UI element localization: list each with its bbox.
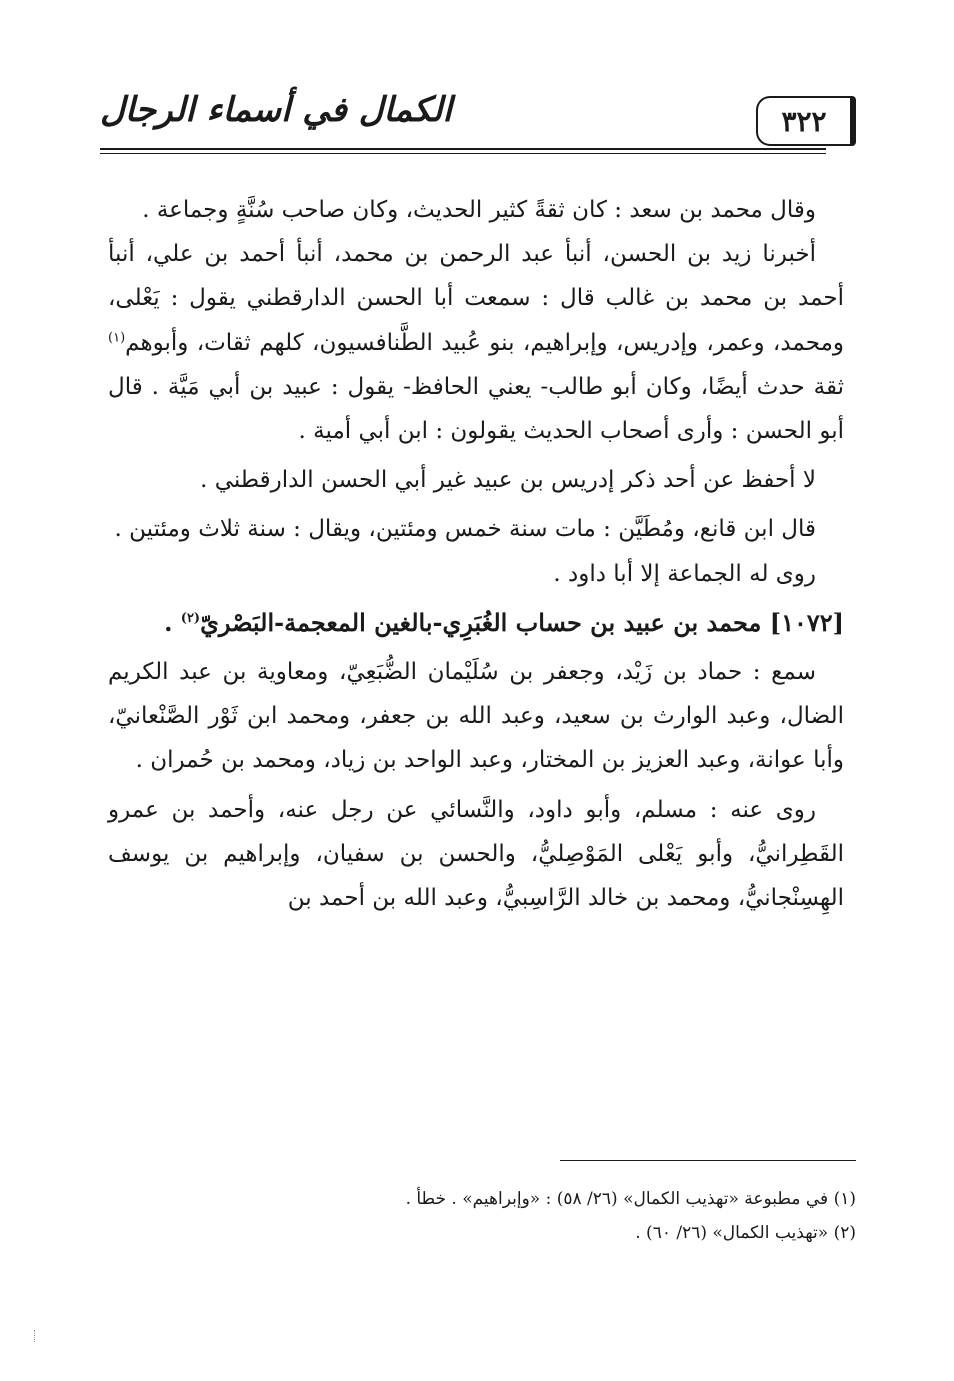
paragraph: [108, 788, 844, 921]
paragraph: [108, 552, 844, 596]
text-run: قال ابن قانع، ومُطَيَّن : مات سنة خمس ومئتين، ويقال : سنة ثلاث ومئتين .: [114, 516, 816, 543]
footnotes: [300, 1182, 856, 1250]
text-run: أخبرنا زيد بن الحسن، أنبأ عبد الرحمن بن محمد، أنبأ أحمد بن علي، أنبأ أحمد بن محمد بن غالب قال : سمعت أبا الحسن الدارقطني يقول : يَعْلى، ومحمد، وعمر، وإدريس، وإبراهيم، بنو عُبيد الطَّنافسيون، كلهم ثقات، وأبوهم: [108, 241, 844, 356]
text-run: [١٠٧٢] محمد بن عبيد بن حساب الغُبَرِي-بالغين المعجمة-البَصْريّ: [200, 607, 844, 637]
text-run: وقال محمد بن سعد : كان ثقةً كثير الحديث، وكان صاحب سُنَّةٍ وجماعة .: [142, 197, 816, 223]
footnote-ref: (١): [108, 329, 126, 345]
text-run: .: [164, 607, 181, 637]
paragraph: [108, 232, 844, 453]
text-run: روى له الجماعة إلا أبا داود .: [553, 560, 816, 587]
page-header: [100, 90, 856, 156]
text-run: روى عنه : مسلم، وأبو داود، والنَّسائي عن رجل عنه، وأحمد بن عمرو القَطِرانيُّ، وأبو يَعْلى المَوْصِليُّ، والحسن بن سفيان، وإبراهيم بن يوسف الهِسِنْجانيُّ، ومحمد بن خالد الرَّاسِبيُّ، وعبد الله بن أحمد بن: [108, 796, 844, 912]
main-text: [108, 188, 844, 920]
header-rule: [100, 148, 826, 150]
paragraph: [108, 650, 844, 783]
entry-heading: [108, 601, 844, 645]
footnote-ref: (٢): [180, 610, 201, 626]
scan-mark: [34, 1330, 37, 1342]
text-run: لا أحفظ عن أحد ذكر إدريس بن عبيد غير أبي الحسن الدارقطني .: [200, 467, 816, 494]
paragraph: [108, 188, 844, 232]
page-number-frame: [756, 96, 856, 146]
paragraph: [108, 507, 844, 551]
footnote-separator: [560, 1160, 856, 1161]
text-run: سمع : حماد بن زَيْد، وجعفر بن سُلَيْمان الضُّبَعِيّ، ومعاوية بن عبد الكريم الضال، وعبد الوارث بن سعيد، وعبد الله بن جعفر، ومحمد ابن ثَوْر الصَّنْعانيّ، وأبا عوانة، وعبد العزيز بن المختار، وعبد الواحد بن زياد، ومحمد بن حُمران .: [108, 659, 844, 774]
header-rule-thin: [100, 153, 826, 154]
footnote-2: (٢) «تهذيب الكمال» (٢٦/ ٦٠) .: [635, 1223, 856, 1243]
paragraph: [108, 458, 844, 502]
text-run: ثقة حدث أيضًا، وكان أبو طالب- يعني الحافظ- يقول : عبيد بن أبي مَيَّة . قال أبو الحسن : وأرى أصحاب الحديث يقولون : ابن أبي أمية .: [108, 373, 844, 445]
footnote-1: (١) في مطبوعة «تهذيب الكمال» (٢٦/ ٥٨) : «وإبراهيم» . خطأ .: [405, 1189, 856, 1209]
page-number: ٣٢٢: [781, 104, 827, 138]
running-title: الكمال في أسماء الرجال: [100, 90, 452, 130]
